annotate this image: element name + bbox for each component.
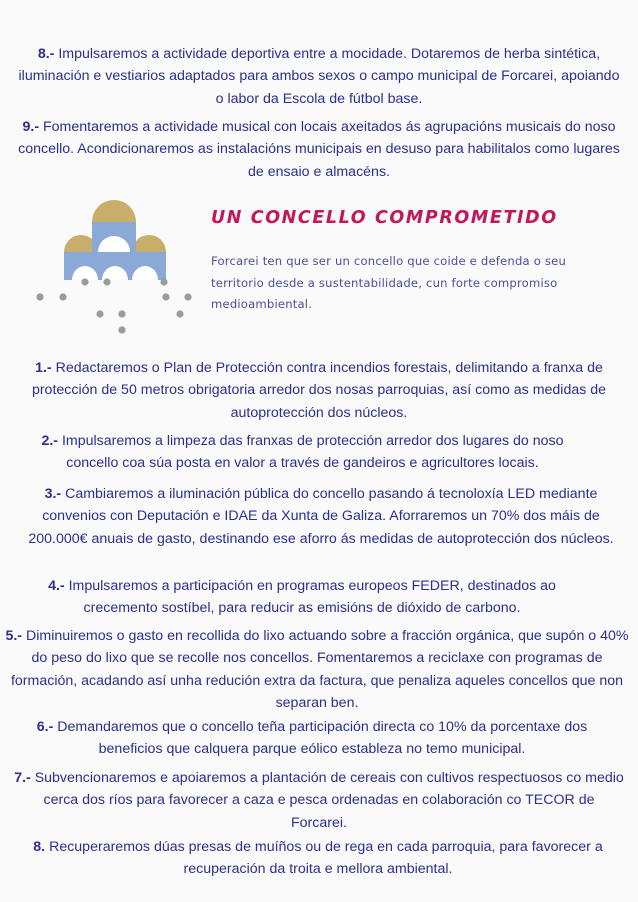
item-text: Impulsaremos a limpeza das franxas de protección arredor dos lugares do noso concello coa súa posta en valor a través de gandeiros e agricultores locais. bbox=[58, 433, 564, 472]
list-item-8 bbox=[18, 43, 620, 110]
item-text: Redactaremos o Plan de Protección contra incendios forestais, delimitando a franxa de protección de 50 metros obrigatoria arredor dos nosas parroquias, así como as medidas de autoprotección dos núcleos. bbox=[31, 360, 607, 421]
list-item-9 bbox=[18, 116, 620, 183]
item-number: 8.- bbox=[37, 46, 55, 62]
list-item-5 bbox=[4, 625, 630, 715]
item-number: 6.- bbox=[36, 719, 54, 735]
item-text: Fomentaremos a actividade musical con locais axeitados ás agrupacións musicais do noso concello. Acondicionaremos as instalacións municipais en desuso para habilitalos como lugares de ensaio e almacéns. bbox=[18, 119, 620, 180]
list-item-6 bbox=[14, 716, 610, 761]
item-text: Recuperaremos dúas presas de muíños ou de rega en cada parroquia, para favorecer a recuperación da troita e mellora ambiental. bbox=[45, 839, 603, 878]
list-item-2 bbox=[20, 430, 585, 475]
item-number: 8. bbox=[33, 839, 46, 855]
item-text: Cambiaremos a iluminación pública do concello pasando á tecnoloxía LED mediante convenios con Deputación e IDAE da Xunta de Galiza. Aforraremos un 70% dos máis de 200.000€ anuais de gasto, destinando ese aforro ás medidas de autoprotección dos núcleos. bbox=[28, 486, 614, 547]
item-text: Impulsaremos a participación en programas europeos FEDER, destinados ao crecemento sostíbel, para reducir as emisións de dióxido de carbono. bbox=[64, 578, 556, 617]
item-text: Demandaremos que o concello teña participación directa co 10% da porcentaxe dos beneficios que calquera parque eólico estableza no temo municipal. bbox=[53, 719, 588, 758]
arches-logo-icon bbox=[26, 190, 206, 350]
item-number: 3.- bbox=[44, 486, 62, 502]
list-item-7 bbox=[14, 767, 624, 834]
section-description: Forcarei ten que ser un concello que coide e defenda o seu territorio desde a sustentabilidade, cun forte compromiso medioambiental. bbox=[211, 254, 566, 311]
item-number: 7.- bbox=[14, 770, 31, 786]
item-number: 1.- bbox=[35, 360, 52, 376]
item-text: Impulsaremos a actividade deportiva entre a mocidade. Dotaremos de herba sintética, iluminación e vestiarios adaptados para ambos sexos o campo municipal de Forcarei, apoiando o labor da Escola de fútbol base. bbox=[18, 46, 620, 107]
section-title: UN CONCELLO COMPROMETIDO bbox=[211, 208, 558, 228]
item-number: 4.- bbox=[48, 578, 65, 594]
list-item-3 bbox=[18, 483, 624, 550]
item-number: 2.- bbox=[41, 433, 59, 449]
item-text: Subvencionaremos e apoiaremos a plantación de cereais con cultivos respectuosos co medio cerca dos ríos para favorecer a caza e pesca ordenadas en colaboración co TECOR de Forcarei. bbox=[30, 770, 624, 831]
item-number: 5.- bbox=[5, 628, 23, 644]
item-text: Diminuiremos o gasto en recollida do lixo actuando sobre a fracción orgánica, que supón o 40% do peso do lixo que se recolle nos concellos. Fomentaremos a reciclaxe con programas de formación, acadando así unha redución extra da factura, que penaliza aqueles concellos que non separan ben. bbox=[10, 628, 629, 712]
list-item-8b bbox=[18, 836, 618, 881]
list-item-4 bbox=[24, 575, 580, 620]
item-number: 9.- bbox=[22, 119, 40, 135]
list-item-1 bbox=[14, 357, 624, 424]
